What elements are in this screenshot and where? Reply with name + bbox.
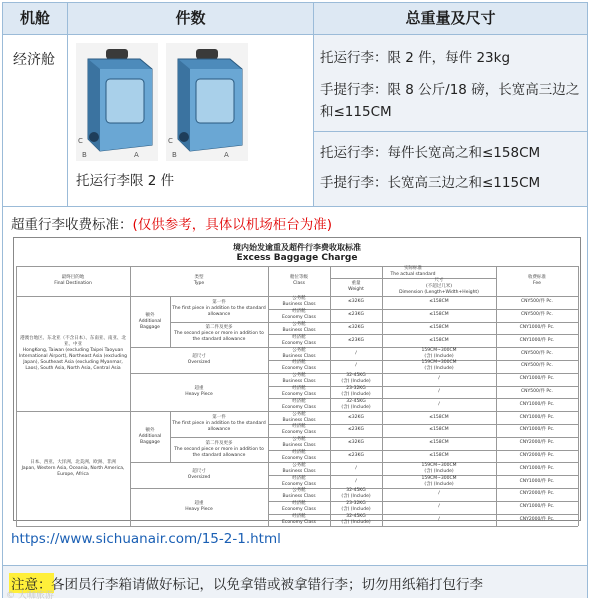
grid-line [130,488,268,489]
fee-table-grid [16,266,578,525]
weight-cell: ≤23KG [348,427,364,433]
type-cell: 超重 Heavy Piece [185,501,213,513]
col-type-header: 类型 Type [193,275,205,286]
header-weight-size: 总重量及尺寸 [313,3,587,34]
fee-cell: CNY1000/件 Pc. [519,465,555,471]
suitcase-icon [166,43,248,161]
fee-cell: CNY1000/件 Pc. [519,337,555,343]
dimension-cell: / [438,516,440,522]
dimension-cell: ≤158CM [429,312,449,318]
weight-cell: 32-45KG (含) (Include) [341,373,371,385]
fee-cell: CNY2000/件 Pc. [519,491,555,497]
class-cell: 公务舱 Business Class [282,321,316,333]
col-actual-header: 实际标准 The actual standard [390,266,436,277]
size-limits-cell [313,132,587,206]
fee-cell: CNY1000/件 Pc. [519,376,555,382]
type-cell: 超尺寸 Oversized [187,469,211,481]
class-cell: 经济舱 Economy Class [282,309,316,321]
weight-cell: 32-45KG (含) (Include) [341,398,371,410]
fee-cell: CNY1000/件 Pc. [519,324,555,330]
class-cell: 公务舱 Business Class [282,462,316,474]
type-cell: 超重 Heavy Piece [185,385,213,397]
carryon-weight-limit: 手提行李：限 8 公斤/18 磅，长宽高三边之 [320,82,580,98]
weight-cell: 32-45KG (含) (Include) [341,488,371,500]
dimension-cell: 159CM~300CM (含) (Include) [421,475,457,487]
fee-cell: CNY1000/件 Pc. [519,427,555,433]
col-dest-header: 最终目的地 Final Destination [54,275,92,286]
dimension-cell: / [438,401,440,407]
grid-line [578,266,579,526]
type-cell: 第二件及更多 The second piece or more in addition to the standard allowance [174,440,264,458]
carryon-size-limit: 手提行李：长宽高三边之和≤115CM [320,175,541,191]
dim-label-b: B [172,151,177,159]
dim-label-a: A [134,151,139,159]
type-additional: 额外 Additional Baggage [138,427,162,445]
class-cell: 公务舱 Business Class [282,437,316,449]
excess-fee-heading [11,213,332,233]
weight-cell: / [355,363,357,369]
notice-label: 注意： [9,573,54,593]
class-cell: 经济舱 Economy Class [282,424,316,436]
fee-cell: CNY500/件 Pc. [521,312,553,318]
fee-table-title-en: Excess Baggage Charge [236,253,358,263]
dimension-cell: ≤158CM [429,452,449,458]
dimension-cell: / [438,376,440,382]
class-cell: 经济舱 Economy Class [282,398,316,410]
checked-weight-limit: 托运行李：限 2 件，每件 23kg [320,50,511,66]
weight-cell: ≤23KG [348,337,364,343]
notice-bar [3,565,587,598]
pieces-cell [67,35,313,206]
watermark: © 大咖旅游 [6,591,54,600]
class-cell: 公务舱 Business Class [282,296,316,308]
dimension-cell: / [438,504,440,510]
class-cell: 经济舱 Economy Class [282,385,316,397]
excess-fee-table [13,237,581,525]
suitcase-icon [76,43,158,161]
carryon-weight-limit-cont: 和≤115CM [320,104,392,120]
weight-cell: ≤23KG [348,312,364,318]
type-cell: 超尺寸 Oversized [187,353,211,365]
fee-cell: CNY1000/件 Pc. [519,414,555,420]
fee-cell: CNY1000/件 Pc. [519,504,555,510]
dimension-cell: / [438,491,440,497]
dimension-cell: 159CM~300CM (含) (Include) [421,347,457,359]
weight-cell: / [355,465,357,471]
dim-label-c: C [168,137,173,145]
pieces-caption: 托运行李限 2 件 [76,173,175,189]
fee-cell: CNY500/件 Pc. [521,388,553,394]
grid-line [130,462,268,463]
grid-line [170,437,268,438]
weight-cell: 32-45KG (含) (Include) [341,513,371,525]
excess-note: (仅供参考，具体以机场柜台为准) [132,217,333,233]
col-dim-header: 尺寸 (不超过几米) Dimension (Length+Width+Height) [399,278,479,295]
region-cell: 港澳台地区、东北亚（不含日本）、东南亚、南亚、北亚、中亚 HongKong, Taiwan (excluding Taipei Taoyuan International Airport), Northeast Asia (excluding Japan), Southeast Asia (excluding Myanmar, Laos), South Asia, North Asia, Central Asia [18,335,128,371]
table-header [3,3,587,35]
weight-cell: ≤32KG [348,440,364,446]
dimension-cell: ≤158CM [429,440,449,446]
region-cell: 日本、西亚、大洋洲、北美洲、欧洲、非洲 Japan, Western Asia, Oceania, North America, Europe, Africa [21,459,125,477]
grid-line [130,373,268,374]
dimension-cell: ≤158CM [429,337,449,343]
weight-cell: 23-32KG (含) (Include) [341,385,371,397]
dimension-cell: ≤158CM [429,427,449,433]
dim-label-b: B [82,151,87,159]
dimension-cell: ≤158CM [429,324,449,330]
dimension-cell: / [438,388,440,394]
header-cabin: 机舱 [19,9,50,27]
dimension-cell: 159CM~300CM (含) (Include) [421,360,457,372]
sichuan-air-link[interactable]: https://www.sichuanair.com/15-2-1.html [11,531,281,547]
type-cell: 第二件及更多 The second piece or more in addition to the standard allowance [174,325,264,343]
notice-text: 各团员行李箱请做好标记，以免拿错或被拿错行李；切勿用纸箱打包行李 [51,577,483,593]
dimension-cell: ≤158CM [429,299,449,305]
class-cell: 公务舱 Business Class [282,488,316,500]
fee-cell: CNY500/件 Pc. [521,350,553,356]
fee-cell: CNY2000/件 Pc. [519,452,555,458]
type-cell: 第一件 The first piece in addition to the standard allowance [172,299,266,317]
weight-cell: / [355,478,357,484]
dim-label-c: C [78,137,83,145]
baggage-info-table [2,2,588,598]
col-weight-header: 重量 Weight [348,281,364,292]
type-additional: 额外 Additional Baggage [138,312,162,330]
type-cell: 第一件 The first piece in addition to the standard allowance [172,414,266,432]
class-cell: 公务舱 Business Class [282,411,316,423]
fee-cell: CNY1000/件 Pc. [519,478,555,484]
fee-cell: CNY2000/件 Pc. [519,516,555,522]
weight-cell: ≤32KG [348,299,364,305]
col-fee-header: 收费标准 Fee [528,275,546,286]
dim-label-a: A [224,151,229,159]
grid-line [130,347,268,348]
weight-cell: ≤23KG [348,452,364,458]
grid-line [170,322,268,323]
class-cell: 经济舱 Economy Class [282,501,316,513]
class-cell: 经济舱 Economy Class [282,475,316,487]
cabin-economy: 经济舱 [13,52,55,68]
economy-row [3,35,587,207]
class-cell: 公务舱 Business Class [282,373,316,385]
fee-cell: CNY1000/件 Pc. [519,401,555,407]
dimension-cell: ≤158CM [429,414,449,420]
header-pieces: 件数 [67,3,313,34]
class-cell: 经济舱 Economy Class [282,360,316,372]
checked-size-limit: 托运行李：每件长宽高之和≤158CM [320,145,541,161]
col-class-header: 舱位等级 Class [290,275,308,286]
class-cell: 经济舱 Economy Class [282,334,316,346]
dimension-cell: 159CM~300CM (含) (Include) [421,462,457,474]
weight-cell: 23-32KG (含) (Include) [341,501,371,513]
weight-limits-cell [313,35,587,132]
fee-cell: CNY2000/件 Pc. [519,440,555,446]
weight-cell: / [355,350,357,356]
grid-line [16,526,578,527]
class-cell: 经济舱 Economy Class [282,513,316,525]
excess-title: 超重行李收费标准： [11,217,133,233]
class-cell: 经济舱 Economy Class [282,449,316,461]
fee-cell: CNY500/件 Pc. [521,363,553,369]
class-cell: 公务舱 Business Class [282,347,316,359]
weight-cell: ≤32KG [348,414,364,420]
fee-table-title-cn: 境内始发逾重及超件行李费收取标准 [233,243,361,252]
weight-cell: ≤32KG [348,324,364,330]
fee-cell: CNY500/件 Pc. [521,299,553,305]
